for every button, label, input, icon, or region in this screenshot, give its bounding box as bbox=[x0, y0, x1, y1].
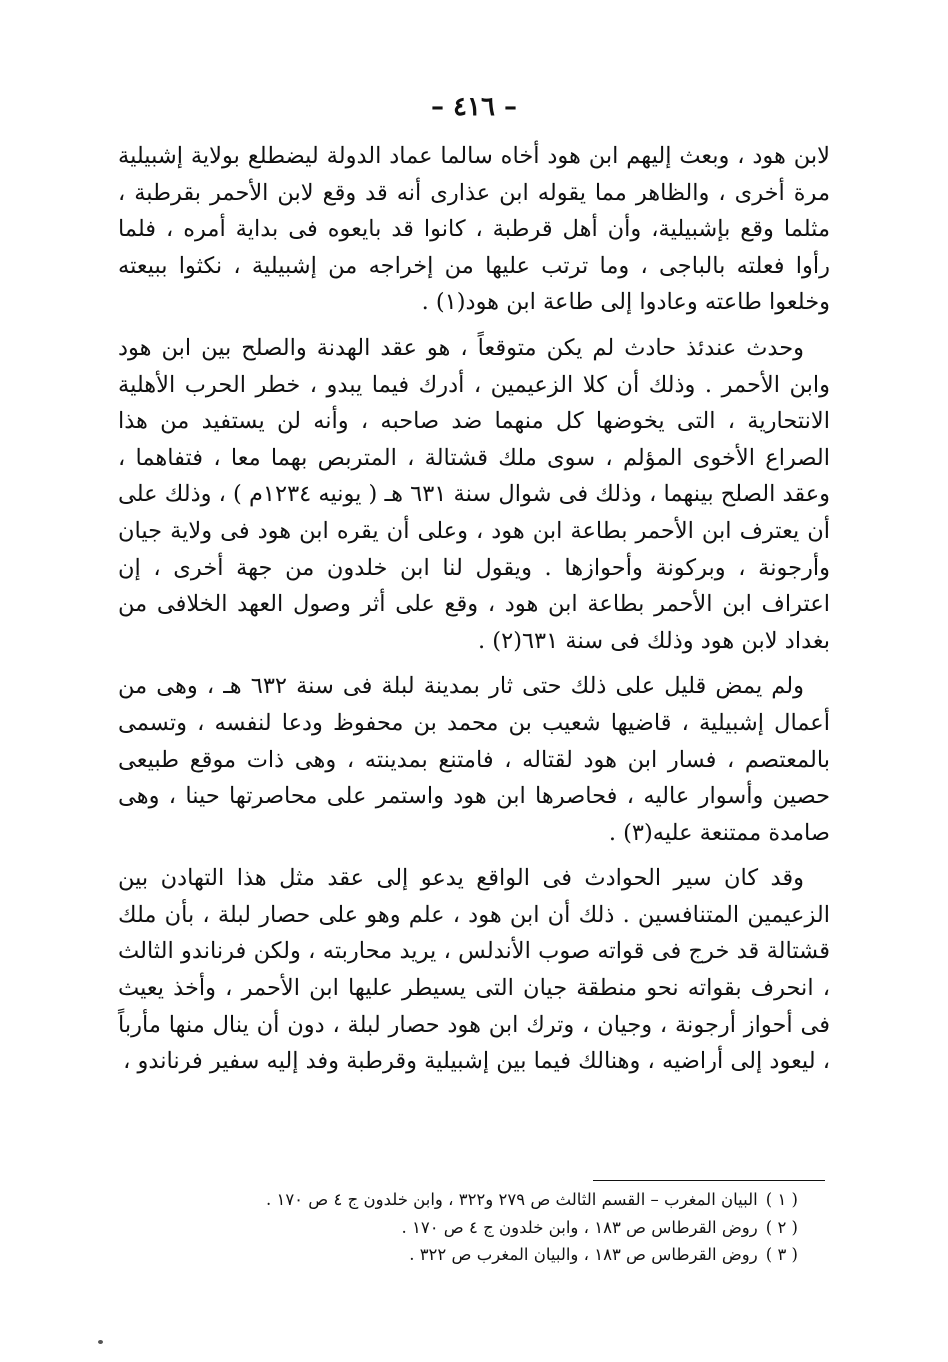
footnote-text: روض القرطاس ص ١٨٣ ، والبيان المغرب ص ٣٢٢ . bbox=[409, 1245, 758, 1264]
footnote-separator bbox=[593, 1180, 825, 1181]
paragraph-4: وقد كان سير الحوادث فى الواقع يدعو إلى عقد مثل هذا التهادن بين الزعيمين المتنافسين . ذلك أن ابن هود ، علم وهو على حصار لبلة ، بأن ملك قشتالة قد خرج فى قواته صوب الأندلس ، يريد محاربته ، ولكن فرناندو الثالث ، انحرف بقواته نحو منطقة جيان التى يسيطر عليها ابن الأحمر ، وأخذ يعيث فى أحواز أرجونة ، وجيان ، وترك ابن هود حصار لبلة ، دون أن ينال منها مأرباً ، ليعود إلى أراضيه ، وهنالك فيما بين إشبيلية وقرطبة وفد إليه سفير فرناندو ، bbox=[118, 865, 830, 1075]
paragraph-3: ولم يمض قليل على ذلك حتى ثار بمدينة لبلة فى سنة ٦٣٢ هـ ، وهى من أعمال إشبيلية ، قاضيها شعيب بن محمد بن محفوظ ودعا لنفسه ، وتسمى بالمعتصم ، فسار ابن هود لقتاله ، فامتنع بمدينته ، وهى ذات موقع طبيعى حصين وأسوار عاليه ، فحاصرها ابن هود واستمر على محاصرتها حينا ، وهى صامدة ممتنعة عليه(٣) . bbox=[118, 673, 830, 846]
footnotes bbox=[118, 1186, 798, 1269]
footnote-marker: ( ١ ) bbox=[765, 1190, 798, 1209]
footnote-marker: ( ٣ ) bbox=[765, 1245, 798, 1264]
footnote-text: البيان المغرب – القسم الثالث ص ٢٧٩ و٣٢٢ ، وابن خلدون ج ٤ ص ١٧٠ . bbox=[265, 1190, 758, 1209]
paragraph-2: وحدث عندئذ حادث لم يكن متوقعاً ، هو عقد الهدنة والصلح بين ابن هود وابن الأحمر . وذلك أن كلا الزعيمين ، أدرك فيما يبدو ، خطر الحرب الأهلية الانتحارية ، التى يخوضها كل منهما ضد صاحبه ، وأنه لن يستفيد من هذا الصراع الأخوى المؤلم ، سوى ملك قشتالة ، المتربص بهما معا ، فتفاهما ، وعقد الصلح بينهما ، وذلك فى شوال سنة ٦٣١ هـ ( يونيه ١٢٣٤م ) ، وذلك على أن يعترف ابن الأحمر بطاعة ابن هود ، وعلى أن يقره ابن هود فى ولاية جيان وأرجونة ، وبركونة وأحوازها . ويقول لنا ابن خلدون من جهة أخرى ، إن اعتراف ابن الأحمر بطاعة ابن هود ، وقع على أثر وصول العهد الخلافى من بغداد لابن هود وذلك فى سنة ٦٣١(٢) . bbox=[117, 334, 830, 654]
footnote-1 bbox=[118, 1186, 798, 1214]
footnote-marker: ( ٢ ) bbox=[765, 1217, 798, 1237]
main-text bbox=[118, 138, 830, 1089]
scan-speck bbox=[98, 1340, 103, 1344]
footnote-3 bbox=[118, 1241, 798, 1269]
footnote-text: روض القرطاس ص ١٨٣ ، وابن خلدون ج ٤ ص ١٧٠ . bbox=[401, 1217, 758, 1237]
footnote-2 bbox=[118, 1214, 798, 1242]
paragraph-1: لابن هود ، وبعث إليهم ابن هود أخاه سالما عماد الدولة ليضطلع بولاية إشبيلية مرة أخرى ، والظاهر مما يقوله ابن عذارى أنه قد وقع لابن الأحمر بقرطبة ، مثلما وقع بإشبيلية، وأن أهل قرطبة ، كانوا قد بايعوه فى بداية أمره ، فلما رأوا فعلته بالباجى ، وما ترتب عليها من إخراجه من إشبيلية ، نكثوا ببيعته وخلعوا طاعته وعادوا إلى طاعة ابن هود(١) . bbox=[118, 143, 830, 316]
page-number: – ٤١٦ – bbox=[430, 92, 518, 122]
